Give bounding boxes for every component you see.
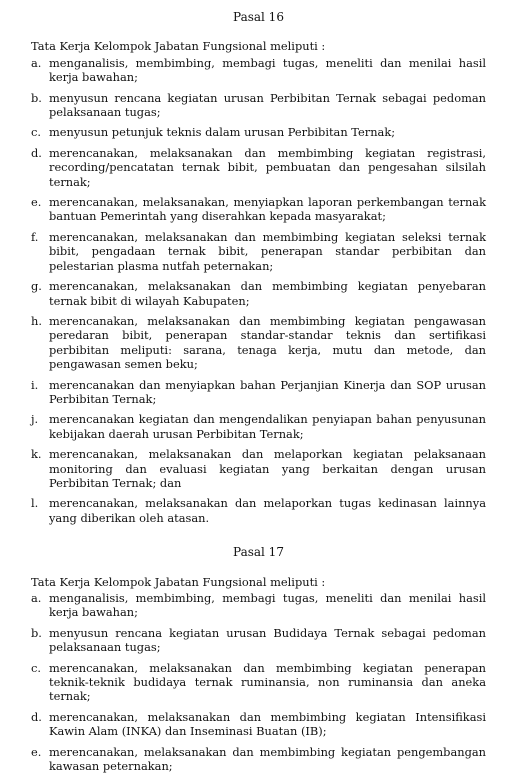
- item-label: k.: [31, 447, 42, 462]
- item-text: menyusun rencana kegiatan urusan Perbibitan Ternak sebagai pedoman pelaksanaan tugas;: [49, 90, 486, 120]
- item-label: a.: [31, 55, 42, 70]
- pasal-17-section: [31, 545, 486, 773]
- item-text: menganalisis, membimbing, membagi tugas, meneliti dan menilai hasil kerja bawahan;: [49, 591, 486, 620]
- list-item: [31, 626, 486, 655]
- list-item: [31, 146, 486, 189]
- item-label: b.: [31, 625, 42, 640]
- item-text: merencanakan, melaksanakan dan membimbing kegiatan seleksi ternak bibit, pengadaan ternak bibit, penerapan standar perbibitan dan pelestarian plasma nutfah peternakan;: [49, 229, 486, 273]
- item-label: a.: [31, 591, 42, 605]
- item-label: g.: [31, 279, 42, 294]
- item-label: e.: [31, 744, 42, 759]
- item-label: c.: [31, 660, 42, 675]
- item-text: merencanakan, melaksanakan dan melaporkan kegiatan pelaksanaan monitoring dan evaluasi kegiatan yang berkaitan dengan urusan Perbibitan Ternak; dan: [49, 447, 486, 490]
- list-item: [31, 56, 486, 85]
- list-item: [31, 125, 486, 139]
- item-label: j.: [31, 412, 39, 427]
- item-text: menganalisis, membimbing, membagi tugas, meneliti dan menilai hasil kerja bawahan;: [49, 55, 486, 85]
- item-label: b.: [31, 90, 42, 105]
- list-item: [31, 279, 486, 308]
- item-text: merencanakan, melaksanakan, menyiapkan laporan perkembangan ternak bantuan Pemerintah yang diserahkan kepada masyarakat;: [49, 195, 486, 224]
- item-text: menyusun rencana kegiatan urusan Budidaya Ternak sebagai pedoman pelaksanaan tugas;: [49, 625, 486, 655]
- pasal-17-heading: Pasal 17: [233, 545, 284, 560]
- item-text: merencanakan, melaksanakan dan membimbing kegiatan pengawasan peredaran bibit, penerapan standar-standar teknis dan sertifikasi perbibitan meliputi: sarana, tenaga kerja, mutu dan metode, dan pengawasan semen beku;: [49, 313, 486, 372]
- item-label: i.: [31, 377, 39, 392]
- pasal-17-intro: Tata Kerja Kelompok Jabatan Fungsional meliputi :: [31, 574, 326, 589]
- list-item: [31, 195, 486, 224]
- item-label: h.: [31, 313, 42, 328]
- list-item: [31, 710, 486, 739]
- item-text: merencanakan, melaksanakan dan membimbing kegiatan penerapan teknik-teknik budidaya ternak ruminansia, non ruminansia dan aneka ternak;: [49, 660, 486, 704]
- list-item: [31, 314, 486, 372]
- item-label: l.: [31, 496, 39, 511]
- pasal-16-heading: Pasal 16: [233, 10, 284, 24]
- item-text: merencanakan, melaksanakan dan melaporkan tugas kedinasan lainnya yang diberikan oleh atasan.: [49, 496, 486, 525]
- list-item: [31, 591, 486, 620]
- list-item: [31, 745, 486, 773]
- pasal-16-intro: Tata Kerja Kelompok Jabatan Fungsional meliputi :: [31, 39, 326, 54]
- item-label: f.: [31, 229, 39, 244]
- item-text: merencanakan, melaksanakan dan membimbing kegiatan registrasi, recording/pencatatan ternak bibit, pembuatan dan pengesahan silsilah ternak;: [49, 145, 486, 189]
- item-text: menyusun petunjuk teknis dalam urusan Perbibitan Ternak;: [49, 125, 396, 140]
- list-item: [31, 230, 486, 273]
- item-text: merencanakan dan menyiapkan bahan Perjanjian Kinerja dan SOP urusan Perbibitan Ternak;: [49, 377, 486, 406]
- list-item: [31, 378, 486, 407]
- item-text: merencanakan, melaksanakan dan membimbing kegiatan Intensifikasi Kawin Alam (INKA) dan Inseminasi Buatan (IB);: [49, 709, 486, 739]
- list-item: [31, 91, 486, 120]
- list-item: [31, 447, 486, 490]
- item-text: merencanakan, melaksanakan dan membimbing kegiatan pengembangan kawasan peternakan;: [49, 744, 486, 773]
- list-item: [31, 496, 486, 525]
- item-label: d.: [31, 709, 42, 724]
- list-item: [31, 412, 486, 441]
- item-label: e.: [31, 195, 42, 210]
- list-item: [31, 661, 486, 704]
- pasal-16-list: [31, 56, 486, 525]
- pasal-16-section: [31, 10, 486, 525]
- item-text: merencanakan, melaksanakan dan membimbing kegiatan penyebaran ternak bibit di wilayah Kabupaten;: [49, 279, 486, 308]
- item-label: d.: [31, 145, 42, 160]
- item-text: merencanakan kegiatan dan mengendalikan penyiapan bahan penyusunan kebijakan daerah urusan Perbibitan Ternak;: [49, 412, 486, 441]
- item-label: c.: [31, 125, 42, 140]
